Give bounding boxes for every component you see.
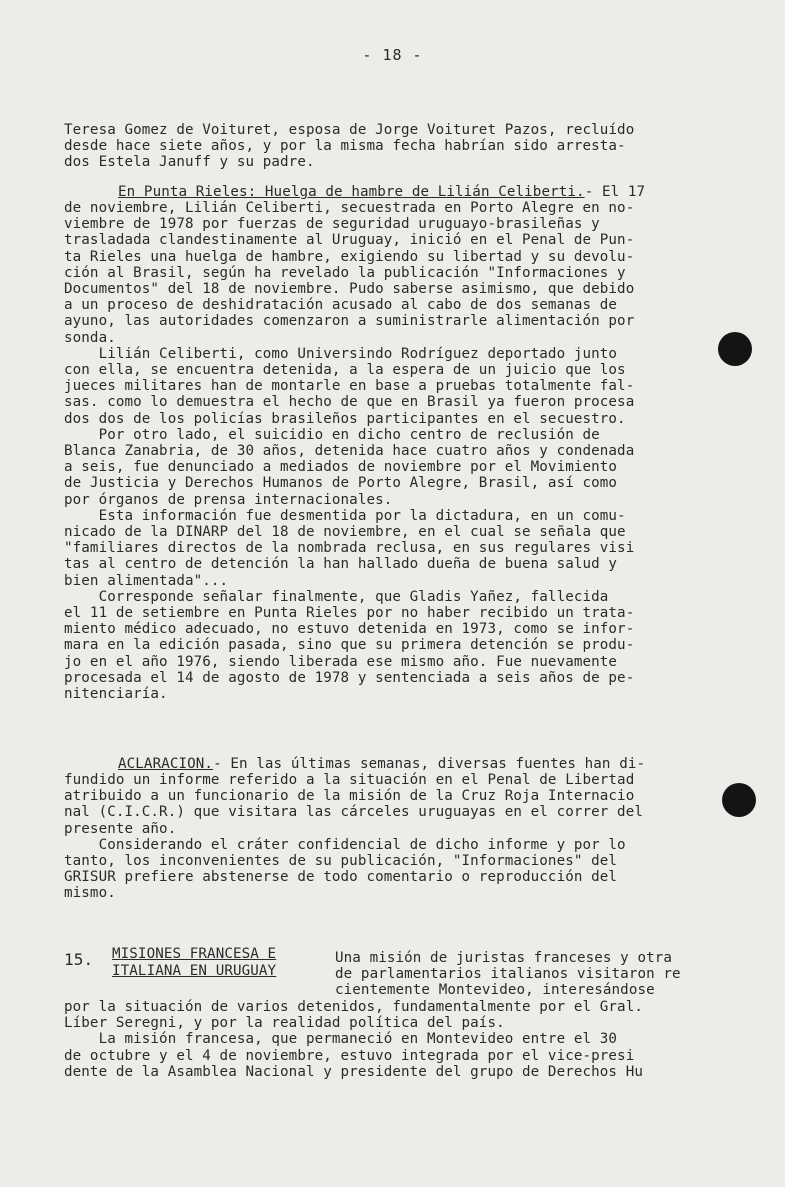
text-line: Blanca Zanabria, de 30 años, detenida hace cuatro años y condenada xyxy=(64,443,635,459)
text-line: por la situación de varios detenidos, fundamentalmente por el Gral. xyxy=(64,999,643,1015)
text-line: jo en el año 1976, siendo liberada ese mismo año. Fue nuevamente xyxy=(64,653,618,670)
text-line: cientemente Montevideo, interesándose xyxy=(335,982,655,999)
text-line: tanto, los inconvenientes de su publicación, "Informaciones" del xyxy=(64,853,618,869)
text-line: a seis, fue denunciado a mediados de noviembre por el Movimiento xyxy=(64,459,618,476)
text-line: jueces militares han de montarle en base a pruebas totalmente fal- xyxy=(64,378,635,395)
text-line: "familiares directos de la nombrada reclusa, en sus regulares visi xyxy=(64,540,635,557)
heading-aclaracion: ACLARACION. xyxy=(118,756,214,772)
text-line: nitenciaría. xyxy=(64,686,168,702)
text-line: dente de la Asamblea Nacional y presidente del grupo de Derechos Hu xyxy=(64,1063,643,1080)
text-line: el 11 de setiembre en Punta Rieles por no haber recibido un trata- xyxy=(64,605,635,621)
text-fragment: - El 17 xyxy=(584,184,646,200)
text-line: sas. como lo demuestra el hecho de que en Brasil ya fueron procesa xyxy=(64,394,635,411)
text-line: La misión francesa, que permaneció en Montevideo entre el 30 xyxy=(64,1031,618,1048)
text-line: presente año. xyxy=(64,820,177,837)
text-line: Corresponde señalar finalmente, que Gladis Yañez, fallecida xyxy=(64,588,609,605)
text-line: tas al centro de detención la han hallado dueña de buena salud y xyxy=(64,556,618,573)
section-title: ITALIANA EN URUGUAY xyxy=(112,963,277,979)
text-line: con ella, se encuentra detenida, a la espera de un juicio que los xyxy=(64,362,626,378)
text-line: dos dos de los policías brasileños participantes en el secuestro. xyxy=(64,410,626,427)
text-line: Una misión de juristas franceses y otra xyxy=(335,950,673,966)
text-line: Lilián Celiberti, como Universindo Rodríguez deportado junto xyxy=(64,345,618,362)
text-line: nicado de la DINARP del 18 de noviembre, en el cual se señala que xyxy=(64,524,626,540)
text-fragment: - En las últimas semanas, diversas fuentes han di- xyxy=(213,756,646,772)
text-line: viembre de 1978 por fuerzas de seguridad uruguayo-brasileñas y xyxy=(64,216,600,233)
text-line: ción al Brasil, según ha revelado la publicación "Informaciones y xyxy=(64,264,626,281)
text-line: de Justicia y Derechos Humanos de Porto Alegre, Brasil, así como xyxy=(64,475,618,492)
text-line: miento médico adecuado, no estuvo detenida en 1973, como se infor- xyxy=(64,621,635,638)
punch-hole-top xyxy=(718,332,752,366)
section-number: 15. xyxy=(64,950,94,969)
section-title-line-1 xyxy=(112,946,276,962)
section-heading-line xyxy=(118,756,645,772)
text-line: Teresa Gomez de Voituret, esposa de Jorge Voituret Pazos, recluído xyxy=(64,122,635,138)
text-line: nal (C.I.C.R.) que visitara las cárceles uruguayas en el correr del xyxy=(64,804,643,821)
text-line: ayuno, las autoridades comenzaron a suministrarle alimentación por xyxy=(64,313,635,330)
section-heading-line xyxy=(118,184,645,200)
text-line: GRISUR prefiere abstenerse de todo comentario o reproducción del xyxy=(64,869,618,886)
section-title-line-2 xyxy=(112,963,276,979)
text-line: desde hace siete años, y por la misma fecha habrían sido arresta- xyxy=(64,138,626,155)
text-line: de parlamentarios italianos visitaron re xyxy=(335,966,681,983)
text-line: Esta información fue desmentida por la dictadura, en un comu- xyxy=(64,507,626,524)
text-line: Documentos" del 18 de noviembre. Pudo saberse asimismo, que debido xyxy=(64,281,635,297)
text-line: mismo. xyxy=(64,885,116,902)
text-line: de noviembre, Lilián Celiberti, secuestrada en Porto Alegre en no- xyxy=(64,200,635,216)
text-line: fundido un informe referido a la situación en el Penal de Libertad xyxy=(64,772,635,788)
text-line: procesada el 14 de agosto de 1978 y sentenciada a seis años de pe- xyxy=(64,669,635,686)
section-title: MISIONES FRANCESA E xyxy=(112,946,277,962)
text-line: atribuido a un funcionario de la misión de la Cruz Roja Internacio xyxy=(64,788,635,805)
text-line: trasladada clandestinamente al Uruguay, inició en el Penal de Pun- xyxy=(64,232,635,249)
text-line: de octubre y el 4 de noviembre, estuvo integrada por el vice-presi xyxy=(64,1047,635,1064)
text-line: dos Estela Januff y su padre. xyxy=(64,154,315,171)
text-line: ta Rieles una huelga de hambre, exigiendo su libertad y su devolu- xyxy=(64,248,635,265)
text-line: mara en la edición pasada, sino que su primera detención se produ- xyxy=(64,637,635,654)
text-line: Líber Seregni, y por la realidad política del país. xyxy=(64,1015,505,1032)
text-line: a un proceso de deshidratación acusado al cabo de dos semanas de xyxy=(64,297,618,314)
text-line: sonda. xyxy=(64,329,116,346)
page-number: - 18 - xyxy=(362,46,423,64)
text-line: bien alimentada"... xyxy=(64,572,229,589)
punch-hole-bottom xyxy=(722,783,756,817)
heading-punta-rieles: En Punta Rieles: Huelga de hambre de Lilián Celiberti. xyxy=(118,184,585,200)
text-line: Por otro lado, el suicidio en dicho centro de reclusión de xyxy=(64,426,600,443)
text-line: por órganos de prensa internacionales. xyxy=(64,491,393,508)
text-line: Considerando el cráter confidencial de dicho informe y por lo xyxy=(64,836,626,853)
